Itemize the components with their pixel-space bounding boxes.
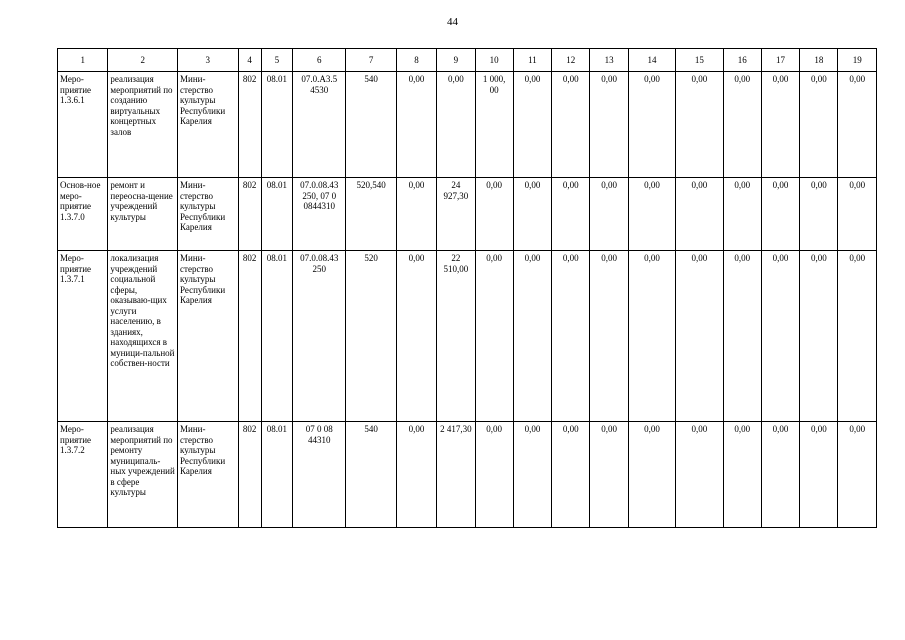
table-cell: 0,00: [590, 251, 628, 422]
table-cell: 802: [238, 251, 261, 422]
table-cell: 0,00: [723, 422, 761, 528]
table-cell: 0,00: [552, 178, 590, 251]
table-cell: 0,00: [761, 72, 799, 178]
table-cell: 0,00: [723, 178, 761, 251]
table-cell: 0,00: [590, 422, 628, 528]
column-header: 2: [108, 49, 178, 72]
table-cell: 0,00: [628, 251, 675, 422]
table-cell: 0,00: [590, 72, 628, 178]
table-cell: 07.0.08.43 250: [292, 251, 345, 422]
activity-name-cell: ремонт и переосна-щение учреждений культуры: [108, 178, 178, 251]
table-cell: 0,00: [628, 422, 675, 528]
table-row: [58, 72, 877, 178]
column-header: 11: [513, 49, 551, 72]
table-cell: 0,00: [838, 251, 877, 422]
table-cell: 0,00: [723, 251, 761, 422]
page-number: 44: [447, 16, 458, 28]
table-cell: 08.01: [261, 72, 292, 178]
table-cell: 802: [238, 72, 261, 178]
table-cell: 540: [346, 72, 396, 178]
table-cell: 0,00: [552, 422, 590, 528]
table-cell: 802: [238, 422, 261, 528]
table-cell: 0,00: [628, 178, 675, 251]
table-cell: 0,00: [761, 251, 799, 422]
column-header: 14: [628, 49, 675, 72]
activity-name-cell: локализация учреждений социальной сферы, оказываю-щих услуги населению, в зданиях, находящихся в муници-пальной собствен-ности: [108, 251, 178, 422]
table-cell: 0,00: [396, 422, 436, 528]
table-cell: 0,00: [676, 251, 723, 422]
table-cell: 0,00: [761, 422, 799, 528]
table-cell: 0,00: [513, 178, 551, 251]
table-cell: 0,00: [552, 251, 590, 422]
table-cell: 0,00: [800, 178, 838, 251]
table-cell: 0,00: [838, 178, 877, 251]
table-row: [58, 251, 877, 422]
table-cell: 0,00: [475, 251, 513, 422]
table-cell: 540: [346, 422, 396, 528]
table-cell: 0,00: [396, 72, 436, 178]
table-cell: 2 417,30: [437, 422, 475, 528]
table-cell: 0,00: [838, 72, 877, 178]
table-cell: 0,00: [475, 178, 513, 251]
table-cell: 08.01: [261, 422, 292, 528]
table-cell: 07.0.А3.5 4530: [292, 72, 345, 178]
column-header: 8: [396, 49, 436, 72]
column-header: 15: [676, 49, 723, 72]
table-cell: 0,00: [590, 178, 628, 251]
table-cell: 1 000, 00: [475, 72, 513, 178]
activity-code-cell: Меро-приятие 1.3.7.2: [58, 422, 108, 528]
column-header: 10: [475, 49, 513, 72]
table-cell: 0,00: [628, 72, 675, 178]
table-row: [58, 422, 877, 528]
table-cell: 0,00: [396, 251, 436, 422]
executor-cell: Мини-стерство культуры Республики Карелия: [178, 178, 239, 251]
table-cell: 07 0 08 44310: [292, 422, 345, 528]
column-header: 17: [761, 49, 799, 72]
column-header: 19: [838, 49, 877, 72]
table-cell: 24 927,30: [437, 178, 475, 251]
column-header: 9: [437, 49, 475, 72]
activity-code-cell: Основ-ное меро-приятие 1.3.7.0: [58, 178, 108, 251]
table-cell: 08.01: [261, 251, 292, 422]
table-cell: 07.0.08.43 250, 07 0 0844310: [292, 178, 345, 251]
table-cell: 0,00: [552, 72, 590, 178]
activity-name-cell: реализация мероприятий по ремонту муниципаль-ных учреждений в сфере культуры: [108, 422, 178, 528]
activity-name-cell: реализация мероприятий по созданию виртуальных концертных залов: [108, 72, 178, 178]
header-row: [58, 49, 877, 72]
executor-cell: Мини-стерство культуры Республики Карелия: [178, 72, 239, 178]
table-cell: 0,00: [396, 178, 436, 251]
table-cell: 0,00: [676, 72, 723, 178]
table-cell: 0,00: [800, 251, 838, 422]
table-cell: 520,540: [346, 178, 396, 251]
column-header: 18: [800, 49, 838, 72]
column-header: 13: [590, 49, 628, 72]
executor-cell: Мини-стерство культуры Республики Карелия: [178, 422, 239, 528]
table-cell: 22 510,00: [437, 251, 475, 422]
table-cell: 0,00: [676, 178, 723, 251]
activity-code-cell: Меро-приятие 1.3.6.1: [58, 72, 108, 178]
table-cell: 0,00: [800, 422, 838, 528]
executor-cell: Мини-стерство культуры Республики Карелия: [178, 251, 239, 422]
table-cell: 0,00: [513, 422, 551, 528]
column-header: 4: [238, 49, 261, 72]
table-cell: 0,00: [761, 178, 799, 251]
table-cell: 0,00: [475, 422, 513, 528]
budget-table: [57, 48, 877, 528]
column-header: 5: [261, 49, 292, 72]
table-cell: 0,00: [513, 251, 551, 422]
table-cell: 08.01: [261, 178, 292, 251]
table-cell: 520: [346, 251, 396, 422]
table-cell: 0,00: [800, 72, 838, 178]
table-row: [58, 178, 877, 251]
table-cell: 0,00: [838, 422, 877, 528]
table-cell: 0,00: [513, 72, 551, 178]
activity-code-cell: Меро-приятие 1.3.7.1: [58, 251, 108, 422]
table-cell: 0,00: [676, 422, 723, 528]
column-header: 16: [723, 49, 761, 72]
column-header: 1: [58, 49, 108, 72]
table-cell: 802: [238, 178, 261, 251]
column-header: 7: [346, 49, 396, 72]
table-cell: 0,00: [437, 72, 475, 178]
column-header: 3: [178, 49, 239, 72]
column-header: 6: [292, 49, 345, 72]
column-header: 12: [552, 49, 590, 72]
table-cell: 0,00: [723, 72, 761, 178]
